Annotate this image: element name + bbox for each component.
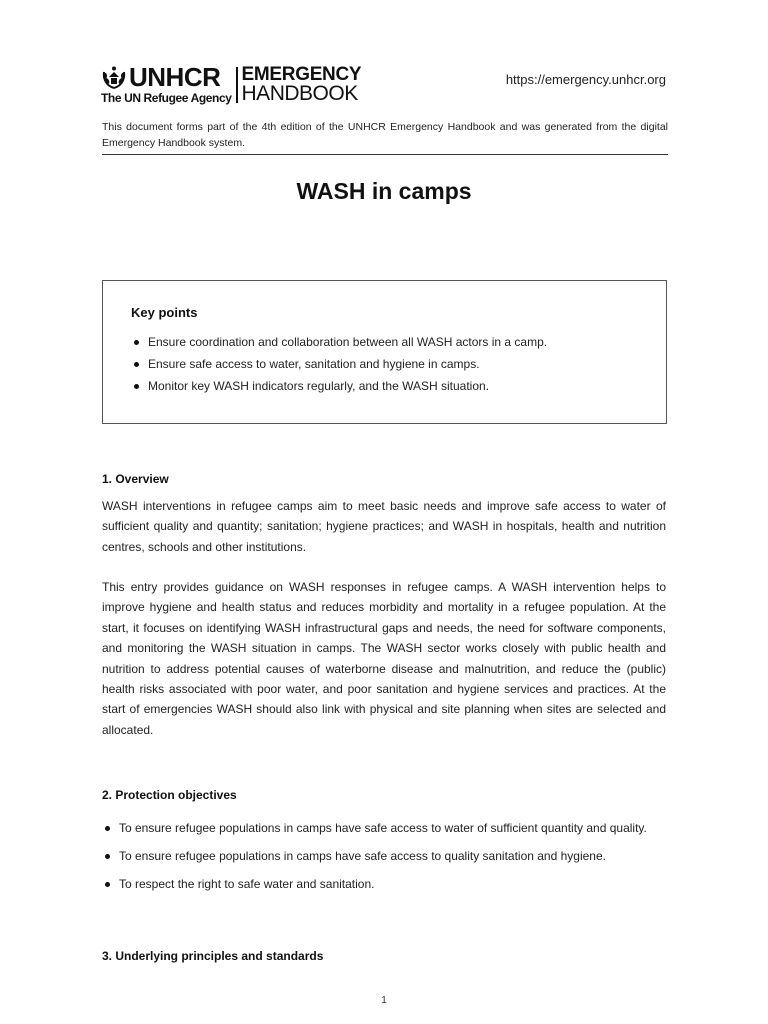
key-points-box [102,280,667,424]
org-subtitle: The UN Refugee Agency [101,91,232,105]
list-item-text: To ensure refugee populations in camps have safe access to quality sanitation and hygiene. [119,849,606,863]
unhcr-logo-block [101,64,232,105]
key-point-item [133,375,547,397]
list-item [102,842,647,870]
overview-paragraph-2: This entry provides guidance on WASH responses in refugee camps. A WASH intervention helps to improve hygiene and health status and reduces morbidity and mortality in a refugee population. At the start, it focuses on identifying WASH infrastructural gaps and needs, the need for software components, and monitoring the WASH situation in camps. The WASH sector works closely with public health and nutrition to address potential causes of waterborne disease and malnutrition, and reduce the (public) health risks associated with poor water, and poor sanitation and hygiene services and practices. At the start of emergencies WASH should also link with physical and site planning when sites are selected and allocated. [102,580,666,737]
bullet-icon [134,340,139,345]
bullet-icon [105,826,110,831]
laurel-icon [101,64,127,90]
bullet-icon [105,882,110,887]
section-heading-overview: 1. Overview [102,472,169,486]
section-heading-principles: 3. Underlying principles and standards [102,949,324,963]
list-item [102,870,647,898]
key-points-list [133,331,547,397]
handbook-line-2: HANDBOOK [241,82,358,105]
logo-divider [236,67,238,103]
key-point-text: Ensure safe access to water, sanitation and hygiene in camps. [148,357,480,371]
bullet-icon [134,384,139,389]
list-item-text: To ensure refugee populations in camps have safe access to water of sufficient quantity and quality. [119,821,647,835]
handbook-line-1: EMERGENCY [241,64,362,85]
overview-paragraph-1: WASH interventions in refugee camps aim to meet basic needs and improve safe access to water of sufficient quality and quantity; sanitation; hygiene practices; and WASH in hospitals, health and nutrition centres, schools and other institutions. [102,499,666,554]
list-item [102,814,647,842]
protection-objectives-list [102,814,647,898]
key-point-text: Monitor key WASH indicators regularly, and the WASH situation. [148,379,490,393]
unhcr-logo-top [101,64,232,90]
org-name: UNHCR [129,62,221,92]
key-point-item [133,353,547,375]
page-number: 1 [381,995,387,1006]
unhcr-emergency-handbook-logo [101,64,361,106]
key-point-text: Ensure coordination and collaboration between all WASH actors in a camp. [148,335,548,349]
intro-note: This document forms part of the 4th edition of the UNHCR Emergency Handbook and was generated from the digital Emergency Handbook system. [102,121,668,149]
bullet-icon [134,362,139,367]
list-item-text: To respect the right to safe water and sanitation. [119,877,375,891]
site-url-link[interactable]: https://emergency.unhcr.org [505,72,666,87]
bullet-icon [105,854,110,859]
handbook-wordmark [242,64,362,104]
key-points-heading: Key points [131,305,198,320]
page-title: WASH in camps [296,178,472,204]
key-point-item [133,331,547,353]
section-heading-protection: 2. Protection objectives [102,788,237,802]
header-divider [102,154,668,155]
